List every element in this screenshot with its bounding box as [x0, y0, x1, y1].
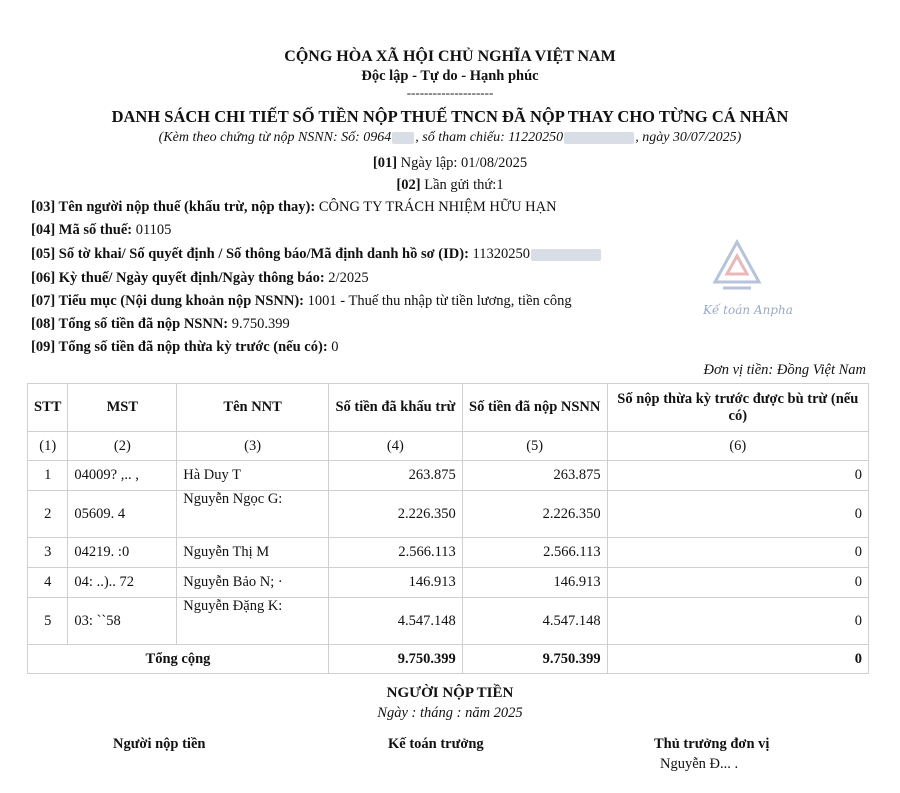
index-cell: (1) — [28, 432, 68, 461]
submission-count-line — [0, 177, 900, 194]
cell-name: Hà Duy T — [177, 461, 329, 491]
table-row — [28, 461, 869, 491]
logo-mark — [715, 242, 759, 288]
cell-offset: 0 — [607, 568, 868, 598]
table-row — [28, 491, 869, 538]
creation-date: Ngày lập: 01/08/2025 — [397, 155, 528, 171]
cell-withheld: 4.547.148 — [328, 598, 462, 645]
field-value: CÔNG TY TRÁCH NHIỆM HỮU HẠN — [315, 199, 557, 215]
col-header-withheld: Số tiền đã khấu trừ — [328, 384, 462, 432]
field-label: [04] Mã số thuế: — [31, 222, 133, 238]
director-name: Nguyễn Đ... . — [660, 756, 739, 772]
header-divider: -------------------- — [406, 85, 494, 100]
index-cell: (4) — [328, 432, 462, 461]
field-label: [07] Tiểu mục (Nội dung khoản nộp NSNN): — [31, 293, 305, 309]
cell-offset: 0 — [607, 538, 868, 568]
cell-withheld: 2.226.350 — [328, 491, 462, 538]
logo-text: Kế toán Anpha — [703, 303, 793, 317]
total-paid: 9.750.399 — [462, 645, 607, 674]
field-sub-item — [31, 293, 572, 310]
logo-triangle-outer — [715, 242, 759, 282]
cell-withheld: 146.913 — [328, 568, 462, 598]
table-row — [28, 598, 869, 645]
index-cell: (5) — [462, 432, 607, 461]
cell-mst: 04009? ,.. , — [68, 461, 177, 491]
cell-stt: 5 — [28, 598, 68, 645]
col-header-offset: Số nộp thừa kỳ trước được bù trừ (nếu có) — [607, 384, 868, 432]
total-withheld: 9.750.399 — [328, 645, 462, 674]
field-declaration-id — [31, 246, 602, 263]
total-offset: 0 — [607, 645, 868, 674]
cell-paid: 2.226.350 — [462, 491, 607, 538]
cell-mst: 03: ``58 — [68, 598, 177, 645]
signature-date: Ngày : tháng : năm 2025 — [377, 705, 523, 721]
field-label: [08] Tổng số tiền đã nộp NSNN: — [31, 316, 229, 332]
subtitle-ref: , số tham chiếu: 11220250 — [415, 130, 564, 145]
index-cell: (3) — [177, 432, 329, 461]
signature-payer: Người nộp tiền — [113, 736, 206, 752]
cell-name: Nguyễn Thị M — [177, 538, 329, 568]
table-total-row — [28, 645, 869, 674]
cell-withheld: 2.566.113 — [328, 538, 462, 568]
field-label: [03] Tên người nộp thuế (khấu trừ, nộp thay): — [31, 199, 316, 215]
total-label: Tổng cộng — [28, 645, 329, 674]
cell-withheld: 263.875 — [328, 461, 462, 491]
cell-offset: 0 — [607, 598, 868, 645]
field-value: 1001 - Thuế thu nhập từ tiền lương, tiền công — [304, 293, 572, 309]
col-header-paid: Số tiền đã nộp NSNN — [462, 384, 607, 432]
table-row — [28, 568, 869, 598]
table-row — [28, 538, 869, 568]
field-total-paid — [31, 316, 290, 333]
redacted-block — [531, 249, 601, 261]
cell-stt: 3 — [28, 538, 68, 568]
cell-mst: 04: ..).. 72 — [68, 568, 177, 598]
index-cell: (6) — [607, 432, 868, 461]
signature-section-title: NGƯỜI NỘP TIỀN — [386, 685, 514, 701]
cell-paid: 263.875 — [462, 461, 607, 491]
cell-name: Nguyễn Ngọc G: — [177, 491, 329, 538]
document-subtitle — [0, 130, 900, 146]
field-tax-code — [31, 222, 171, 239]
cell-paid: 2.566.113 — [462, 538, 607, 568]
subtitle-suffix: , ngày 30/07/2025) — [635, 130, 742, 145]
currency-unit: Đơn vị tiền: Đồng Việt Nam — [703, 362, 866, 378]
cell-mst: 04219. :0 — [68, 538, 177, 568]
field-value: 11320250 — [468, 246, 530, 262]
field-code-02: [02] — [396, 177, 421, 193]
field-value: 01105 — [132, 222, 172, 238]
cell-stt: 2 — [28, 491, 68, 538]
cell-mst: 05609. 4 — [68, 491, 177, 538]
field-value: 2/2025 — [324, 270, 369, 286]
col-header-mst: MST — [68, 384, 177, 432]
field-label: [05] Số tờ khai/ Số quyết định / Số thông báo/Mã định danh hồ sơ (ID): — [31, 246, 469, 262]
cell-name: Nguyễn Bảo N; · — [177, 568, 329, 598]
field-value: 9.750.399 — [228, 316, 290, 332]
cell-name: Nguyễn Đặng K: — [177, 598, 329, 645]
country-header: CỘNG HÒA XÃ HỘI CHỦ NGHĨA VIỆT NAM — [284, 48, 616, 65]
redacted-block — [564, 132, 634, 144]
field-label: [09] Tổng số tiền đã nộp thừa kỳ trước (nếu có): — [31, 339, 328, 355]
logo-triangle-inner — [727, 256, 747, 274]
field-overpaid-previous — [31, 339, 339, 356]
table-header-row — [28, 384, 869, 432]
signature-accountant: Kế toán trưởng — [388, 736, 484, 752]
signature-director: Thủ trưởng đơn vị — [654, 736, 770, 752]
index-cell: (2) — [68, 432, 177, 461]
field-taxpayer-name — [31, 199, 557, 216]
cell-paid: 4.547.148 — [462, 598, 607, 645]
creation-date-line — [0, 155, 900, 172]
field-code-01: [01] — [372, 155, 398, 171]
table-index-row — [28, 432, 869, 461]
col-header-stt: STT — [28, 384, 68, 432]
cell-stt: 1 — [28, 461, 68, 491]
redacted-block — [392, 132, 414, 144]
payment-detail-table — [27, 383, 869, 674]
field-tax-period — [31, 270, 369, 287]
document-title: DANH SÁCH CHI TIẾT SỐ TIỀN NỘP THUẾ TNCN ĐÃ NỘP THAY CHO TỪNG CÁ NHÂN — [111, 107, 789, 126]
motto: Độc lập - Tự do - Hạnh phúc — [361, 68, 539, 84]
field-label: [06] Kỳ thuế/ Ngày quyết định/Ngày thông báo: — [31, 270, 325, 286]
cell-offset: 0 — [607, 461, 868, 491]
cell-stt: 4 — [28, 568, 68, 598]
subtitle-prefix: (Kèm theo chứng từ nộp NSNN: Số: 0964 — [158, 130, 392, 145]
cell-offset: 0 — [607, 491, 868, 538]
field-value: 0 — [327, 339, 339, 355]
anpha-logo-watermark — [703, 238, 803, 323]
col-header-name: Tên NNT — [177, 384, 329, 432]
cell-paid: 146.913 — [462, 568, 607, 598]
submission-count: Lần gửi thứ:1 — [420, 177, 504, 193]
